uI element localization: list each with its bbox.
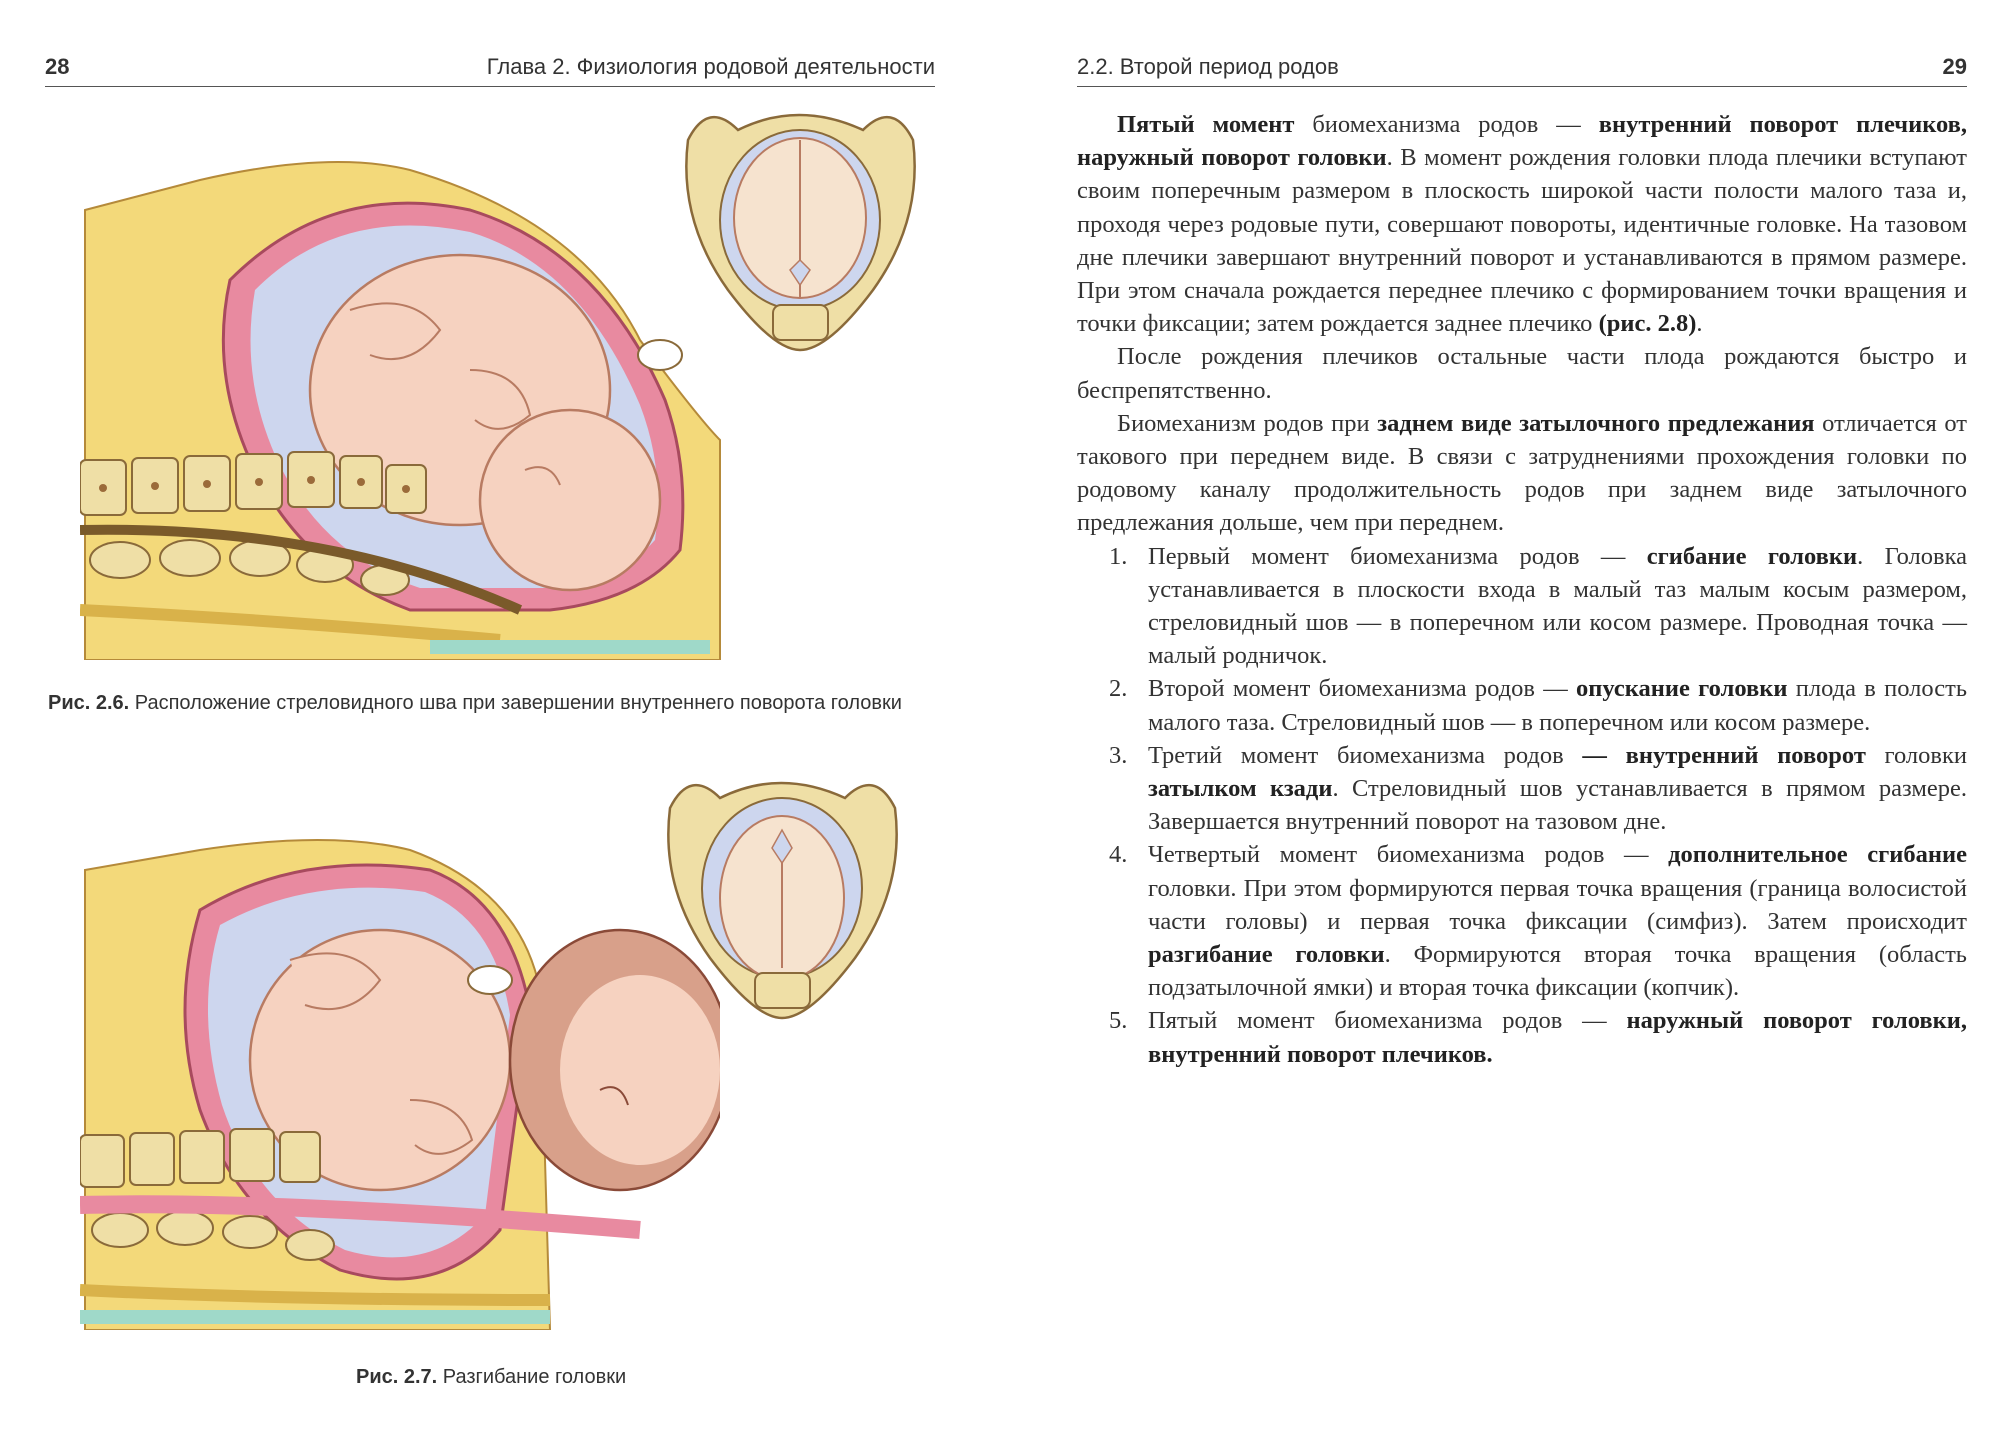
bold-term: внутренний поворот плечиков, наружный поворот головки bbox=[1077, 111, 1967, 172]
figure-2-7-illustration bbox=[80, 830, 720, 1330]
text-run: После рождения плечиков остальные части плода рождаются быстро и беспрепятственно. bbox=[1077, 343, 1967, 404]
text-run: . Головка устанавливается в плоскости входа в малый таз малым косым размером, стреловидный шов — в поперечном или косом размере. Проводная точка — малый родничок. bbox=[1148, 542, 1968, 670]
text-run: головки. При этом формируются первая точка вращения (граница волосистой части головы) и первая точка фиксации (симфиз). Затем происходит bbox=[1148, 874, 1967, 935]
bold-term: Пятый момент bbox=[1117, 111, 1295, 138]
list-item bbox=[1077, 1004, 1967, 1070]
list-item-number: 3. bbox=[1109, 741, 1128, 769]
text-run: Пятый момент биомеханизма родов — bbox=[1148, 1007, 1627, 1035]
text-run: биомеханизма родов — bbox=[1294, 111, 1599, 138]
list-item-number: 4. bbox=[1109, 841, 1128, 869]
section-title: 2.2. Второй период родов bbox=[1077, 54, 1339, 79]
chapter-title: Глава 2. Физиология родовой деятельности bbox=[486, 54, 935, 79]
figure-2-6-pelvis-inset bbox=[678, 100, 923, 360]
text-run: . bbox=[1696, 310, 1703, 338]
text-run: Первый момент биомеханизма родов — bbox=[1148, 542, 1647, 570]
bold-term: дополнительное сгибание bbox=[1668, 841, 1967, 869]
bold-term: — внутренний поворот bbox=[1582, 741, 1866, 769]
body-text bbox=[1077, 108, 1967, 1071]
list-item bbox=[1077, 838, 1967, 1004]
text-run: . В момент рождения головки плода плечики вступают своим поперечным размером в плоскость широкой части полости малого таза и, проходя через родовые пути, совершают повороты, идентичные головке. На тазовом дне плечики завершают внутренний поворот и устанавливаются в прямом размере. При этом сначала рождается переднее плечико с формированием точки вращения и точки фиксации; затем рождается заднее плечико bbox=[1077, 144, 1967, 338]
paragraph-after-shoulders bbox=[1077, 340, 1967, 406]
text-run: головки bbox=[1865, 741, 1967, 769]
bold-term: разгибание головки bbox=[1148, 941, 1385, 969]
figure-2-6-label: Рис. 2.6. bbox=[48, 692, 130, 714]
paragraph-posterior-view bbox=[1077, 407, 1967, 540]
bold-term: опускание головки bbox=[1576, 675, 1788, 703]
bold-term: (рис. 2.8) bbox=[1598, 310, 1697, 338]
text-run: Третий момент биомеханизма родов bbox=[1148, 741, 1583, 769]
list-item-number: 2. bbox=[1109, 675, 1128, 703]
bold-term: наружный поворот головки, внутренний поворот плечиков. bbox=[1148, 1007, 1967, 1068]
list-item bbox=[1077, 540, 1967, 673]
page-number-left: 28 bbox=[45, 54, 70, 79]
figure-2-7-text: Разгибание головки bbox=[437, 1366, 627, 1388]
paragraph-fifth-moment bbox=[1077, 108, 1967, 340]
text-run: Второй момент биомеханизма родов — bbox=[1148, 675, 1577, 703]
text-run: отличается от такового при переднем виде. В связи с затруднениями прохождения головки по родовому каналу продолжительность родов при заднем виде затылочного предлежания дольше, чем при переднем. bbox=[1077, 409, 1967, 537]
figure-2-7-caption bbox=[356, 1366, 626, 1389]
bold-term: затылком кзади bbox=[1148, 775, 1333, 803]
bold-term: заднем виде затылочного предлежания bbox=[1377, 409, 1815, 437]
page-number-right: 29 bbox=[1942, 54, 1967, 79]
right-page bbox=[1000, 0, 2000, 1456]
text-run: Четвертый момент биомеханизма родов — bbox=[1148, 841, 1669, 869]
text-run: Биомеханизм родов при bbox=[1117, 409, 1378, 437]
figure-2-6-text: Расположение стреловидного шва при завершении внутреннего поворота головки bbox=[129, 692, 902, 714]
text-run: плода в полость малого таза. Стреловидный шов — в поперечном или косом размере. bbox=[1148, 675, 1967, 736]
text-run: . Стреловидный шов устанавливается в прямом размере. Завершается внутренний поворот на тазовом дне. bbox=[1148, 775, 1967, 836]
running-head-left bbox=[45, 46, 935, 87]
biomechanism-list bbox=[1077, 540, 1967, 1071]
figure-2-6-caption bbox=[48, 692, 902, 715]
text-run: . Формируются вторая точка вращения (область подзатылочной ямки) и вторая точка фиксации (копчик). bbox=[1148, 941, 1967, 1002]
list-item-number: 1. bbox=[1109, 542, 1128, 570]
figure-2-7-label: Рис. 2.7. bbox=[356, 1366, 438, 1388]
list-item bbox=[1077, 739, 1967, 839]
running-head-right bbox=[1077, 46, 1967, 87]
list-item bbox=[1077, 672, 1967, 738]
list-item-number: 5. bbox=[1109, 1007, 1128, 1035]
bold-term: сгибание головки bbox=[1646, 542, 1858, 570]
figure-2-7-pelvis-inset bbox=[660, 768, 905, 1028]
